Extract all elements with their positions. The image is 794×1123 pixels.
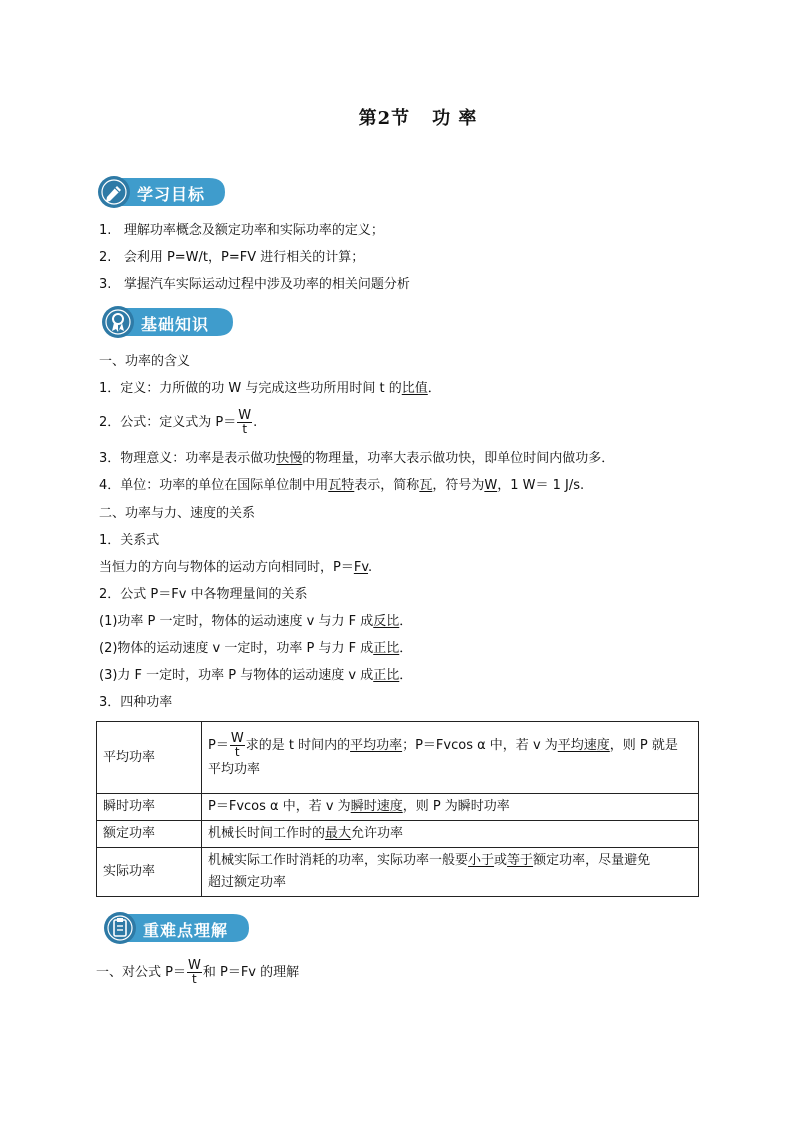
relation-heading: 1．关系式: [99, 533, 160, 548]
relation-item: (3)力 F 一定时，功率 P 与物体的运动速度 v 成正比．: [99, 668, 413, 683]
unit-line: 4．单位：功率的单位在国际单位制中用瓦特表示，简称瓦，符号为W，1 W＝ 1 J/s.: [99, 478, 585, 493]
badge-label-key-points: 重难点理解: [143, 921, 229, 940]
section-name: 功 率: [432, 108, 478, 129]
badge-label-basics: 基础知识: [141, 315, 210, 334]
heading-meaning: 一、功率的含义: [99, 354, 191, 369]
meaning-line: 3．物理意义：功率是表示做功快慢的物理量，功率大表示做功快，即单位时间内做功多．: [99, 451, 615, 466]
power-types-table: [96, 721, 699, 897]
row-value: 机械长时间工作时的最大允许功率: [202, 821, 699, 848]
formula-line: 2．公式：定义式为 P＝ $\frac{W}{t}$ .: [99, 408, 258, 436]
goal-item: 1. 理解功率概念及额定功率和实际功率的定义；: [99, 223, 384, 238]
row-key: 瞬时功率: [97, 794, 202, 821]
row-key: 实际功率: [97, 848, 202, 897]
heading-relation: 二、功率与力、速度的关系: [99, 506, 256, 521]
table-row: [97, 848, 699, 897]
learning-goals-badge: [97, 175, 227, 209]
clipboard-icon: [103, 911, 137, 945]
table-row: [97, 794, 699, 821]
table-row: [97, 821, 699, 848]
section-number: 第2节: [358, 108, 411, 129]
goal-item: 2. 会利用 P=W/t，P=FV 进行相关的计算；: [99, 250, 365, 265]
definition-line: 1．定义：力所做的功 W 与完成这些功所用时间 t 的比值．: [99, 381, 441, 396]
relation-item: (1)功率 P 一定时，物体的运动速度 v 与力 F 成反比．: [99, 614, 413, 629]
key-points-badge: [103, 911, 251, 945]
award-icon: [101, 305, 135, 339]
goal-item: 3. 掌握汽车实际运动过程中涉及功率的相关问题分析: [99, 277, 410, 292]
fraction: $\frac{W}{t}$: [238, 408, 252, 436]
row-key: 平均功率: [97, 722, 202, 794]
relation-line: 当恒力的方向与物体的运动方向相同时，P＝Fv.: [99, 560, 373, 575]
badge-label-goals: 学习目标: [137, 185, 206, 204]
row-value: P＝ $\frac{W}{t}$ 求的是 t 时间内的平均功率；P＝Fvcos α 中，若 v 为平均速度，则 P 就是 平均功率: [202, 722, 699, 794]
pencil-icon: [97, 175, 131, 209]
key-heading: 一、对公式 P＝ $\frac{W}{t}$ 和 P＝Fv 的理解: [96, 958, 300, 986]
table-row: [97, 722, 699, 794]
page-title: [0, 104, 794, 130]
four-powers-heading: 3．四种功率: [99, 695, 173, 710]
relation-item: (2)物体的运动速度 v 一定时，功率 P 与力 F 成正比．: [99, 641, 413, 656]
relation2-heading: 2．公式 P＝Fv 中各物理量间的关系: [99, 587, 308, 602]
row-value: 机械实际工作时消耗的功率，实际功率一般要小于或等于额定功率，尽量避免 超过额定功率: [202, 848, 699, 897]
row-value: P＝Fvcos α 中，若 v 为瞬时速度，则 P 为瞬时功率: [202, 794, 699, 821]
basics-badge: [101, 305, 235, 339]
row-key: 额定功率: [97, 821, 202, 848]
fraction: $\frac{W}{t}$: [187, 958, 201, 986]
